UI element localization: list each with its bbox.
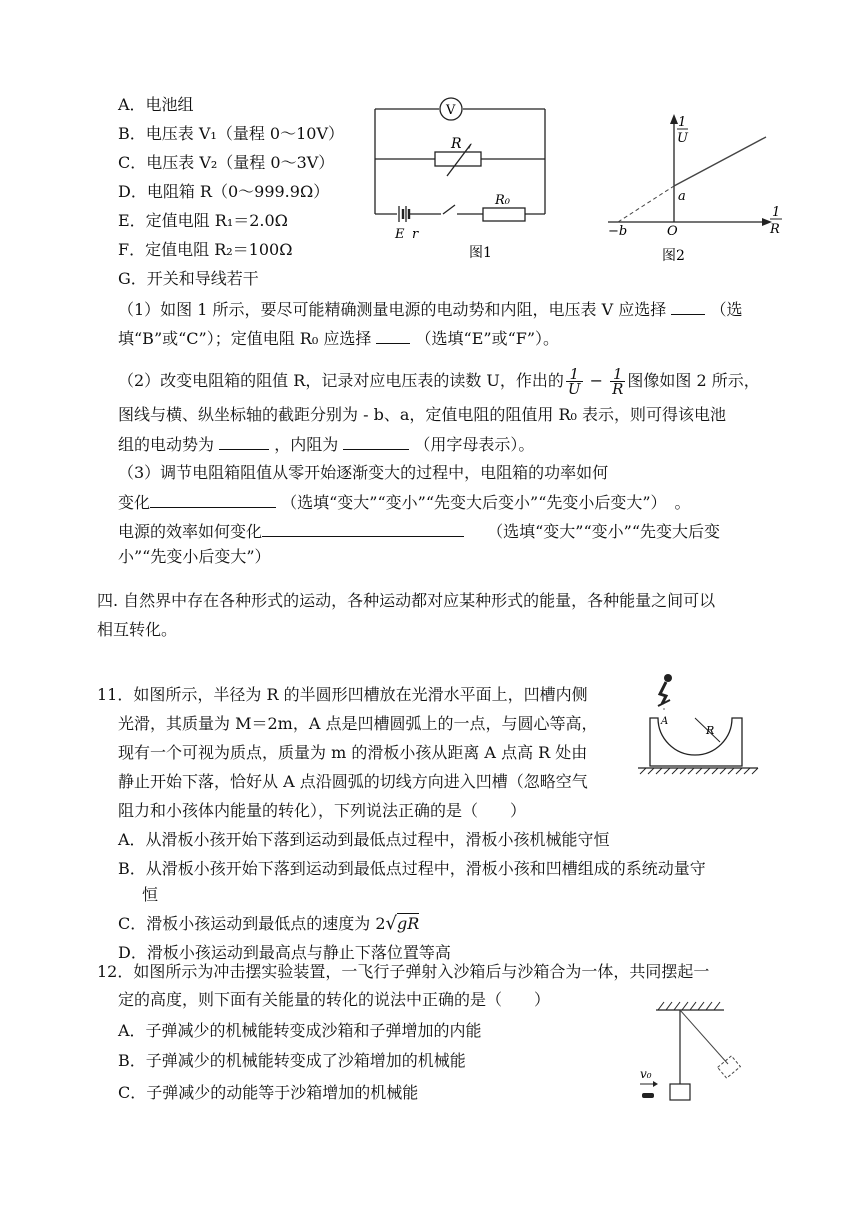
q10-part2-line3: 组的电动势为 ，内阻为 （用字母表示）。 bbox=[118, 435, 535, 454]
option-b: B．电压表 V₁（量程 0～10V） bbox=[118, 124, 344, 143]
answer-blank-resistance[interactable] bbox=[343, 433, 409, 450]
point-a-label: A bbox=[661, 716, 669, 727]
bullet-icon bbox=[642, 1093, 654, 1098]
q12-stem-1: 12．如图所示为冲击摆实验装置，一飞行子弹射入沙箱后与沙箱合为一体，共同摆起一 bbox=[97, 962, 710, 981]
fig2-caption: 图2 bbox=[662, 248, 685, 264]
q10-part2-line1: （2）改变电阻箱的阻值 R，记录对应电压表的读数 U，作出的 $\frac{1}{U}$ − $\frac{1}{R}$ 图像如图 2 所示， bbox=[118, 365, 760, 398]
fig1-caption: 图1 bbox=[469, 245, 492, 261]
groove-figure bbox=[636, 672, 762, 776]
q10-part3-line1: （3）调节电阻箱阻值从零开始逐渐变大的过程中，电阻箱的功率如何 bbox=[118, 463, 609, 482]
q12-option-a: A．子弹减少的机械能转变成沙箱和子弹增加的内能 bbox=[118, 1021, 482, 1040]
option-c: C．电压表 V₂（量程 0～3V） bbox=[118, 153, 335, 172]
q11-stem-1: 11．如图所示，半径为 R 的半圆形凹槽放在光滑水平面上，凹槽内侧 bbox=[97, 685, 588, 704]
v0-label: v₀ bbox=[640, 1067, 652, 1081]
q11-option-a: A．从滑板小孩开始下落到运动到最低点过程中，滑板小孩机械能守恒 bbox=[118, 830, 610, 849]
q11-option-d: D．滑板小孩运动到最高点与静止下落位置等高 bbox=[118, 943, 451, 962]
fraction-1-over-r: $\frac{1}{R}$ bbox=[612, 365, 624, 398]
sandbox-icon bbox=[670, 1084, 690, 1100]
radius-label: R bbox=[706, 724, 715, 737]
graph-figure bbox=[600, 110, 800, 266]
q10-part3-line3: 电源的效率如何变化 （选填“变大”“变小”“先变大后变 bbox=[118, 522, 721, 541]
x-axis-num: 1 bbox=[772, 205, 781, 220]
option-g: G．开关和导线若干 bbox=[118, 269, 259, 288]
q12-stem-2: 定的高度，则下面有关能量的转化的说法中正确的是（ ） bbox=[118, 990, 551, 1009]
answer-blank-voltmeter[interactable] bbox=[671, 298, 705, 315]
q11-stem-4: 静止开始下落，恰好从 A 点沿圆弧的切线方向进入凹槽（忽略空气 bbox=[118, 772, 588, 791]
q11-stem-5: 阻力和小孩体内能量的转化），下列说法正确的是（ ） bbox=[118, 801, 527, 820]
origin-label: O bbox=[667, 224, 678, 239]
r0-label: R₀ bbox=[495, 193, 510, 208]
answer-blank-emf[interactable] bbox=[219, 433, 269, 450]
rheostat-label: R bbox=[451, 136, 462, 152]
section4-line2: 相互转化。 bbox=[97, 620, 178, 639]
skateboard-child-icon bbox=[658, 674, 672, 706]
answer-blank-resistor[interactable] bbox=[376, 327, 410, 344]
y-axis-den: U bbox=[677, 131, 688, 146]
q10-part1-line1: （1）如图 1 所示，要尽可能精确测量电源的电动势和内阻，电压表 V 应选择 （选 bbox=[118, 300, 743, 319]
option-e: E．定值电阻 R₁＝2.0Ω bbox=[118, 211, 288, 230]
q12-option-c: C．子弹减少的动能等于沙箱增加的机械能 bbox=[118, 1083, 419, 1102]
section4-line1: 四. 自然界中存在各种形式的运动，各种运动都对应某种形式的能量，各种能量之间可以 bbox=[97, 591, 716, 610]
x-axis-den: R bbox=[770, 222, 780, 237]
q11-option-c: C．滑板小孩运动到最低点的速度为 2√gR bbox=[118, 913, 420, 934]
option-f: F．定值电阻 R₂＝100Ω bbox=[118, 240, 293, 259]
option-a: A．电池组 bbox=[118, 95, 194, 114]
fraction-1-over-u: $\frac{1}{U}$ bbox=[567, 365, 581, 398]
intercept-b: −b bbox=[608, 224, 628, 239]
intercept-a: a bbox=[678, 189, 686, 204]
q10-part2-line2: 图线与横、纵坐标轴的截距分别为 - b、a，定值电阻的阻值用 R₀ 表示，则可得该电池 bbox=[118, 405, 726, 424]
circuit-figure bbox=[365, 92, 565, 264]
internal-r-label: r bbox=[412, 227, 419, 242]
q11-stem-2: 光滑，其质量为 M＝2m，A 点是凹槽圆弧上的一点，与圆心等高， bbox=[118, 714, 598, 733]
answer-blank-power[interactable] bbox=[150, 491, 276, 508]
voltmeter-label: V bbox=[446, 103, 456, 118]
y-axis-num: 1 bbox=[678, 115, 687, 130]
q11-option-b: B．从滑板小孩开始下落到运动到最低点过程中，滑板小孩和凹槽组成的系统动量守 bbox=[118, 859, 706, 878]
answer-blank-efficiency[interactable] bbox=[262, 520, 464, 537]
q10-part1-line2: 填“B”或“C”）；定值电阻 R₀ 应选择 （选填“E”或“F”）。 bbox=[118, 329, 560, 348]
emf-label: E bbox=[395, 227, 405, 242]
q11-stem-3: 现有一个可视为质点，质量为 m 的滑板小孩从距离 A 点高 R 处由 bbox=[118, 743, 588, 762]
q11-option-b-cont: 恒 bbox=[142, 885, 159, 904]
option-d: D．电阻箱 R（0～999.9Ω） bbox=[118, 182, 330, 201]
q12-option-b: B．子弹减少的机械能转变成了沙箱增加的机械能 bbox=[118, 1051, 466, 1070]
q10-part3-line2: 变化 （选填“变大”“变小”“先变大后变小”“先变小后变大”） 。 bbox=[118, 493, 691, 512]
q10-part3-line4: 小”“先变小后变大”） bbox=[118, 547, 271, 566]
ballistic-pendulum-figure bbox=[630, 1000, 750, 1108]
